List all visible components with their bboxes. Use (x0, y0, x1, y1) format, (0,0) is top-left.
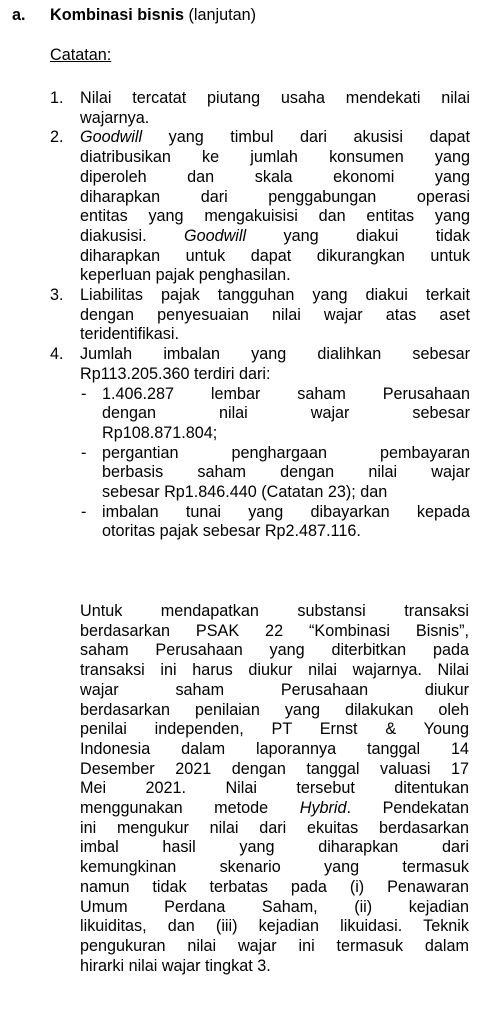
note-text (80, 345, 470, 384)
note-line: keperluan pajak penghasilan. (80, 266, 291, 285)
dash-bullet: - (81, 443, 87, 462)
notes-label: Catatan: (50, 46, 112, 64)
note-item (50, 89, 470, 128)
sub-item-line: dengan nilai wajar sebesar (102, 404, 470, 423)
paragraph-line: ini mengukur nilai dari ekuitas berdasarkan (80, 818, 469, 837)
sub-item-line: Rp108.871.804; (102, 423, 218, 442)
paragraph-line: namun tidak terbatas pada (i) Penawaran (80, 877, 469, 896)
note-line: Goodwill yang timbul dari akusisi dapat (80, 128, 470, 147)
paragraph-line: Indonesia dalam laporannya tanggal 14 (80, 739, 469, 758)
note-number: 4. (50, 345, 64, 364)
paragraph-line: menggunakan metode Hybrid. Pendekatan (80, 799, 470, 818)
paragraph-line: pengukuran nilai wajar ini termasuk dalam (80, 936, 469, 955)
note-line: Liabilitas pajak tangguhan yang diakui terkait (80, 286, 470, 305)
note-line: wajarnya. (80, 108, 150, 127)
note-number: 2. (50, 128, 64, 147)
sub-item-text (102, 444, 470, 503)
note-line: Nilai tercatat piutang usaha mendekati nilai (80, 89, 470, 107)
sub-item-line: berbasis saham dengan nilai wajar (102, 463, 470, 482)
note-line: diharapkan dari penggabungan operasi (80, 187, 470, 206)
paragraph-line: Mei 2021. Nilai tersebut ditentukan (80, 779, 469, 798)
section-title: Kombinasi bisnis (50, 6, 185, 24)
sub-item (80, 385, 470, 444)
note-number: 3. (50, 286, 64, 305)
sub-item-line: 1.406.287 lembar saham Perusahaan (102, 384, 470, 403)
note-line: teridentifikasi. (80, 325, 179, 344)
notes-list (50, 89, 470, 542)
note-number: 1. (50, 89, 64, 107)
sub-item (80, 503, 470, 542)
paragraph-line: berdasarkan penilaian yang dilakukan oleh (80, 700, 469, 719)
note-text (80, 89, 470, 128)
section-suffix: (lanjutan) (184, 6, 257, 24)
sub-item-line: sebesar Rp1.846.440 (Catatan 23); dan (102, 483, 388, 502)
sub-item-line: imbalan tunai yang dibayarkan kepada (102, 502, 470, 521)
note-line: diatribusikan ke jumlah konsumen yang (80, 148, 470, 167)
dash-bullet: - (81, 384, 87, 403)
section-heading (12, 6, 256, 26)
note-item (50, 286, 470, 345)
note-line: diharapkan untuk dapat dikurangkan untuk (80, 246, 470, 265)
paragraph-line: wajar saham Perusahaan diukur (80, 680, 469, 699)
sub-item-text (102, 385, 470, 444)
sub-item-text (102, 503, 470, 542)
dash-bullet: - (81, 502, 87, 521)
sub-item-line: pergantian penghargaan pembayaran (102, 443, 470, 462)
note-line: Jumlah imbalan yang dialihkan sebesar (80, 345, 470, 364)
note-text (80, 128, 470, 286)
note-line: Rp113.205.360 terdiri dari: (80, 364, 271, 383)
paragraph-line: kemungkinan skenario yang termasuk (80, 858, 469, 877)
note-line: diakusisi. Goodwill yang diakui tidak (80, 226, 470, 245)
paragraph-line: hirarki nilai wajar tingkat 3. (80, 956, 271, 975)
paragraph-line: Untuk mendapatkan substansi transaksi (80, 602, 469, 620)
note-text (80, 286, 470, 345)
sub-item-line: otoritas pajak sebesar Rp2.487.116. (102, 522, 361, 541)
paragraph-line: Desember 2021 dengan tanggal valuasi 17 (80, 759, 469, 778)
note-line: dengan penyesuaian nilai wajar atas aset (80, 305, 470, 324)
explanation-paragraph (80, 602, 469, 976)
sub-item (80, 444, 470, 503)
note-item (50, 345, 470, 542)
note-item (50, 128, 470, 286)
note-line: diperoleh dan skala ekonomi yang (80, 167, 470, 186)
section-letter: a. (12, 6, 26, 24)
paragraph-line: likuiditas, dan (iii) kejadian likuidasi. Teknik (80, 917, 469, 936)
paragraph-line: transaksi ini harus diukur nilai wajarnya. Nilai (80, 661, 469, 680)
paragraph-line: penilai independen, PT Ernst & Young (80, 720, 469, 739)
note-line: entitas yang mengakuisisi dan entitas yang (80, 207, 470, 226)
paragraph-line: imbal hasil yang diharapkan dari (80, 838, 469, 857)
paragraph-line: Umum Perdana Saham, (ii) kejadian (80, 897, 469, 916)
paragraph-line: saham Perusahaan yang diterbitkan pada (80, 641, 469, 660)
paragraph-line: berdasarkan PSAK 22 “Kombinasi Bisnis”, (80, 621, 469, 640)
